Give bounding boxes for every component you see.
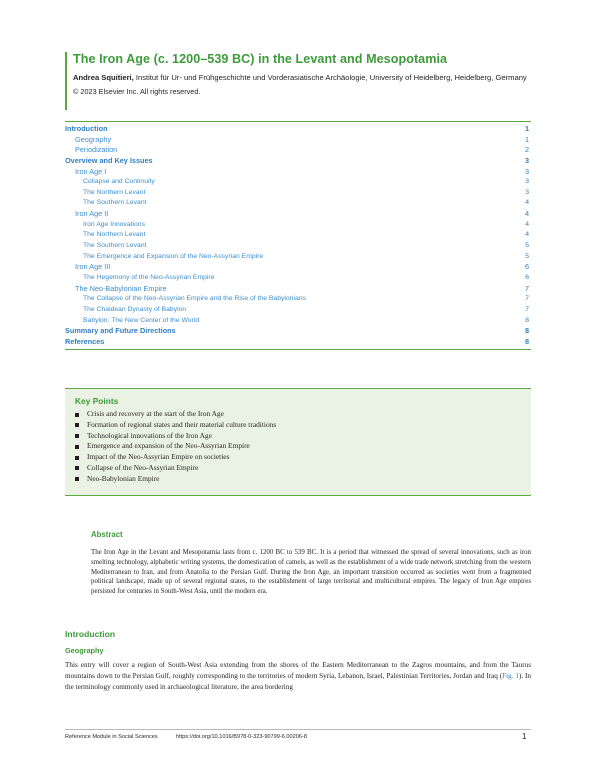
toc-entry[interactable] bbox=[65, 209, 531, 220]
toc-entry[interactable] bbox=[65, 241, 531, 252]
toc-entry-page: 5 bbox=[525, 242, 529, 250]
toc-entry-page: 8 bbox=[524, 336, 529, 346]
author-name: Andrea Squitieri, bbox=[73, 73, 134, 82]
abstract-heading: Abstract bbox=[91, 530, 123, 539]
toc-entry[interactable] bbox=[65, 198, 531, 209]
toc-entry-label: Geography bbox=[75, 134, 112, 144]
toc-entry-label: The Southern Levant bbox=[83, 199, 147, 207]
body-paragraph bbox=[65, 660, 531, 693]
toc-entry-label: Overview and Key Issues bbox=[65, 155, 153, 165]
toc-entry-page: 7 bbox=[525, 295, 529, 303]
toc-entry-label: The Hegemony of the Neo-Assyrian Empire bbox=[83, 273, 215, 281]
toc-entry[interactable] bbox=[65, 273, 531, 284]
toc-entry[interactable] bbox=[65, 294, 531, 305]
toc-entry-page: 8 bbox=[525, 316, 529, 324]
toc-entry-label: Introduction bbox=[65, 124, 108, 133]
toc-entry-page: 1 bbox=[524, 134, 529, 144]
toc-entry-label: Summary and Future Directions bbox=[65, 326, 176, 336]
toc-entry[interactable] bbox=[65, 262, 531, 273]
article-title: The Iron Age (c. 1200–539 BC) in the Levant and Mesopotamia bbox=[73, 52, 448, 66]
toc-entry-page: 3 bbox=[525, 178, 529, 186]
toc-entry-page: 3 bbox=[524, 155, 529, 165]
abstract-text: The Iron Age in the Levant and Mesopotamia lasts from c. 1200 BC to 539 BC. It is a period that witnessed the spread of several innovations, such as iron smelting technology, alphabetic writing systems, the domestication of camels, as well as the establishment of a wide trade network stretching from the western Mediterranean to Iran, and from Anatolia to the Persian Gulf. During the Iron Age, an important transition occurred as societies went from a fragmented political landscape, made up of several regional states, to the establishment of large territorial and multicultural empires. The legacy of Iron Age empires persisted for centuries in South-West Asia, until the modern era. bbox=[91, 549, 531, 596]
toc-entry-label: Collapse and Continuity bbox=[83, 178, 155, 186]
toc-entry[interactable] bbox=[65, 135, 531, 146]
toc-entry[interactable] bbox=[65, 188, 531, 199]
key-point-item: Technological innovations of the Iron Age bbox=[75, 431, 276, 442]
key-points-title: Key Points bbox=[75, 396, 119, 406]
toc-entry-page: 4 bbox=[525, 231, 529, 239]
toc-entry-label: The Southern Levant bbox=[83, 242, 147, 250]
toc-entry[interactable] bbox=[65, 316, 531, 327]
toc-entry[interactable] bbox=[65, 167, 531, 178]
toc-entry-label: Iron Age II bbox=[75, 209, 109, 219]
article-header bbox=[65, 52, 535, 96]
toc-entry-label: The Northern Levant bbox=[83, 188, 146, 196]
toc-entry-label: Babylon: The New Center of the World bbox=[83, 316, 200, 324]
author-line bbox=[73, 72, 535, 83]
toc-entry[interactable] bbox=[65, 156, 531, 167]
toc-entry-label: Periodization bbox=[75, 145, 118, 155]
toc-entry[interactable] bbox=[65, 177, 531, 188]
paragraph-text-end: ). In the terminology commonly used in archaeological literature, the area bordering bbox=[65, 672, 531, 692]
toc-entry-page: 6 bbox=[524, 262, 529, 272]
copyright-notice: © 2023 Elsevier Inc. All rights reserved. bbox=[73, 87, 201, 96]
footer-source: Reference Module in Social Sciences bbox=[65, 734, 158, 740]
toc-entry-label: The Emergence and Expansion of the Neo-Assyrian Empire bbox=[83, 252, 264, 260]
toc-entry-page: 3 bbox=[525, 188, 529, 196]
section-heading-introduction: Introduction bbox=[65, 629, 116, 639]
figure-1-link[interactable]: Fig. 1 bbox=[502, 672, 519, 681]
page-number: 1 bbox=[522, 732, 527, 741]
toc-entry-page: 3 bbox=[524, 166, 529, 176]
title-accent-bar bbox=[65, 52, 67, 110]
toc-entry-label: The Chaldean Dynasty of Babylon bbox=[83, 305, 187, 313]
toc-entry[interactable] bbox=[65, 220, 531, 231]
key-point-item: Formation of regional states and their material culture traditions bbox=[75, 420, 276, 431]
toc-entry-label: Iron Age III bbox=[75, 262, 111, 272]
toc-entry-page: 2 bbox=[524, 145, 529, 155]
toc-entry-label: The Neo-Babylonian Empire bbox=[75, 283, 167, 293]
toc-entry[interactable] bbox=[65, 124, 531, 135]
toc-entry-label: References bbox=[65, 336, 105, 346]
toc-entry[interactable] bbox=[65, 305, 531, 316]
toc-entry-page: 6 bbox=[525, 273, 529, 281]
footer-divider bbox=[65, 729, 531, 730]
toc-entry[interactable] bbox=[65, 252, 531, 263]
toc-entry-page: 4 bbox=[525, 220, 529, 228]
subsection-heading-geography: Geography bbox=[65, 646, 104, 655]
key-point-item: Collapse of the Neo-Assyrian Empire bbox=[75, 463, 276, 474]
key-point-item: Neo-Babylonian Empire bbox=[75, 474, 276, 485]
toc-entry-label: Iron Age Innovations bbox=[83, 220, 145, 228]
toc-entry[interactable] bbox=[65, 337, 531, 348]
toc-entry-label: The Northern Levant bbox=[83, 231, 146, 239]
toc-entry-label: The Collapse of the Neo-Assyrian Empire and the Rise of the Babylonians bbox=[83, 295, 306, 303]
toc-entry-page: 1 bbox=[524, 124, 529, 133]
table-of-contents bbox=[65, 121, 531, 350]
footer-doi-link[interactable]: https://doi.org/10.1016/B978-0-323-90799-6.00206-8 bbox=[176, 734, 307, 740]
key-point-item: Crisis and recovery at the start of the Iron Age bbox=[75, 409, 276, 420]
toc-entry-page: 7 bbox=[525, 305, 529, 313]
toc-entry-page: 7 bbox=[524, 283, 529, 293]
toc-entry-page: 4 bbox=[525, 199, 529, 207]
toc-entry-page: 8 bbox=[524, 326, 529, 336]
author-affiliation: Institut für Ur- und Frühgeschichte und Vorderasiatische Archäologie, University of Heidelberg, Heidelberg, Germany bbox=[133, 73, 527, 82]
toc-entry[interactable] bbox=[65, 230, 531, 241]
toc-entry-page: 4 bbox=[524, 209, 529, 219]
key-points-box bbox=[65, 388, 531, 496]
key-point-item: Emergence and expansion of the Neo-Assyrian Empire bbox=[75, 441, 276, 452]
toc-entry[interactable] bbox=[65, 284, 531, 295]
toc-entry[interactable] bbox=[65, 145, 531, 156]
key-point-item: Impact of the Neo-Assyrian Empire on societies bbox=[75, 452, 276, 463]
toc-entry[interactable] bbox=[65, 326, 531, 337]
toc-entry-label: Iron Age I bbox=[75, 166, 107, 176]
toc-entry-page: 5 bbox=[525, 252, 529, 260]
paragraph-text-start: This entry will cover a region of South-West Asia extending from the shores of the Eastern Mediterranean to the Zagros mountains, and from the Taurus mountains down to the Persian Gulf, roughly corresponding to the territories of modern Syria, Lebanon, Israel, Palestinian Territories, Jordan and Iraq ( bbox=[65, 661, 531, 681]
key-points-list bbox=[75, 409, 276, 485]
